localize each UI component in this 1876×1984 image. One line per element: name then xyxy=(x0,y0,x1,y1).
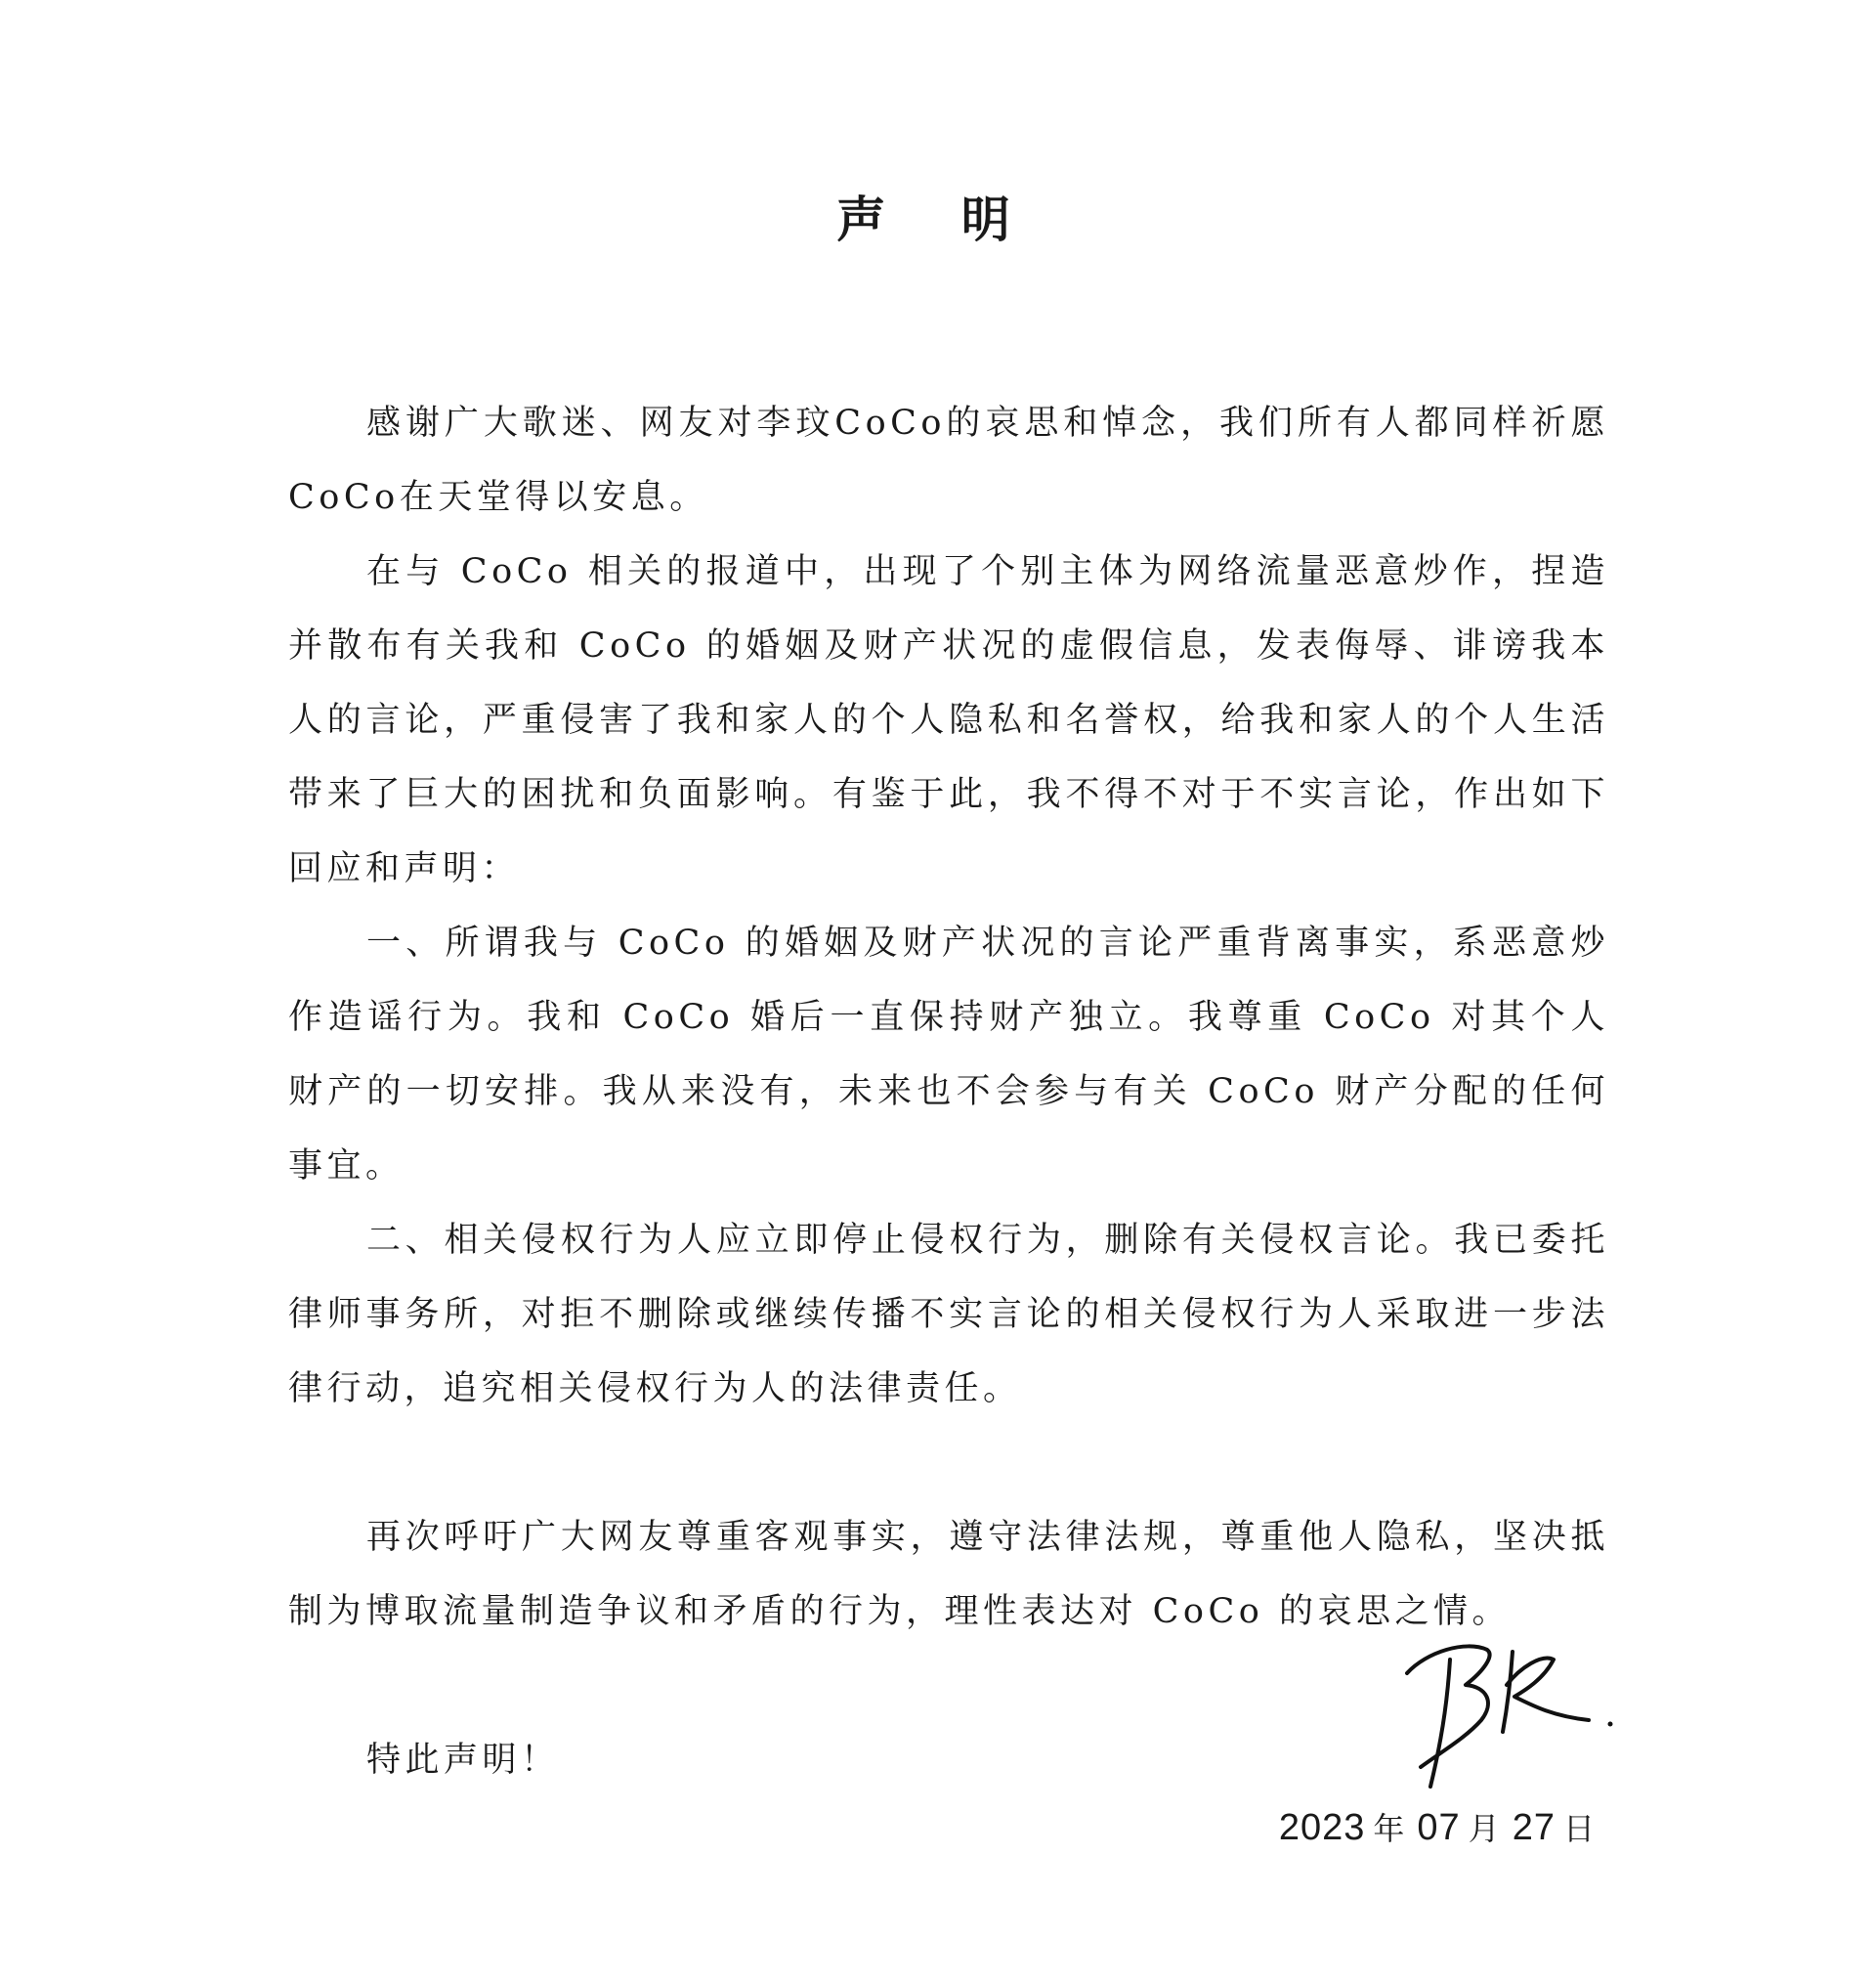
date-month-unit: 月 xyxy=(1468,1810,1501,1847)
statement-body xyxy=(288,386,1609,1797)
paragraph-background: 在与 CoCo 相关的报道中，出现了个别主体为网络流量恶意炒作，捏造并散布有关我和 CoCo 的婚姻及财产状况的虚假信息，发表侮辱、诽谤我本人的言论，严重侵害了我和家人的个人隐私和名誉权，给我和家人的个人生活带来了巨大的困扰和负面影响。有鉴于此，我不得不对于不实言论，作出如下回应和声明： xyxy=(288,552,1609,888)
handwritten-signature xyxy=(1397,1622,1622,1789)
date-day-unit: 日 xyxy=(1562,1810,1596,1847)
paragraph-point-two: 二、相关侵权行为人应立即停止侵权行为，删除有关侵权言论。我已委托律师事务所，对拒不删除或继续传播不实言论的相关侵权行为人采取进一步法律行动，追究相关侵权行为人的法律责任。 xyxy=(288,1221,1609,1408)
paragraph-appeal: 再次呼吁广大网友尊重客观事实，遵守法律法规，尊重他人隐私，坚决抵制为博取流量制造争议和矛盾的行为，理性表达对 CoCo 的哀思之情。 xyxy=(288,1518,1609,1631)
document-title: 声 明 xyxy=(836,192,1040,248)
date-year-unit: 年 xyxy=(1373,1810,1406,1847)
closing-line: 特此声明！ xyxy=(366,1741,560,1780)
paragraph-point-one: 一、所谓我与 CoCo 的婚姻及财产状况的言论严重背离事实，系恶意炒作造谣行为。我和 CoCo 婚后一直保持财产独立。我尊重 CoCo 对其个人财产的一切安排。我从来没有，未来也不会参与有关 CoCo 财产分配的任何事宜。 xyxy=(288,924,1609,1186)
paragraph-condolence: 感谢广大歌迷、网友对李玟CoCo的哀思和悼念，我们所有人都同样祈愿CoCo在天堂得以安息。 xyxy=(288,404,1609,517)
date-day: 27 xyxy=(1512,1807,1556,1848)
statement-date xyxy=(1279,1804,1607,1852)
date-year: 2023 xyxy=(1278,1807,1366,1848)
date-month: 07 xyxy=(1417,1807,1461,1848)
